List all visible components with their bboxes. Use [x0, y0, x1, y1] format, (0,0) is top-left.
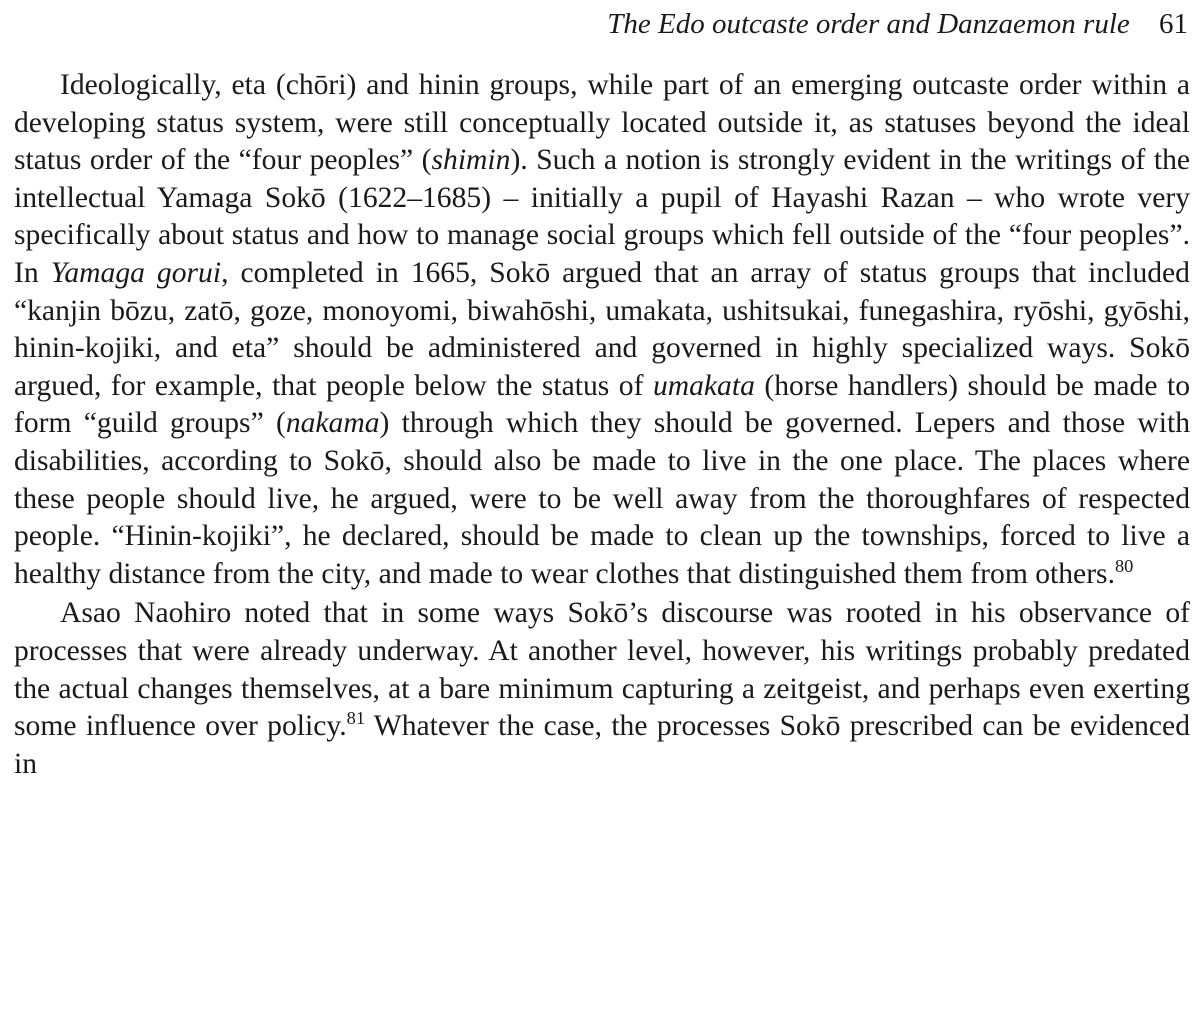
term-umakata: umakata [652, 369, 755, 402]
page-number: 61 [1159, 8, 1188, 40]
paragraph-1-text-5: ) through which they should be governed. Lepers and those with disabilities, according to Sokō, should also be made to live in the one place. The places where these people should live, he argued, were to be well away from the thoroughfares of respected people. “Hinin-kojiki”, he declared, should be made to clean up the townships, forced to live a healthy distance from the city, and made to wear clothes that distinguished them from others. [14, 407, 1190, 590]
footnote-ref-81[interactable]: 81 [346, 708, 365, 729]
term-shimin: shimin [431, 144, 511, 177]
running-head [0, 4, 1188, 44]
term-nakama: nakama [285, 407, 380, 440]
paragraph-1-text-2: ). Such a notion is strongly evident in the writings of the intellectual Yamaga Sokō (1622–1685) – initially a pupil of Hayashi Razan – who wrote very specifically about status and how to manage social groups which fell outside of the “four peoples”. In [14, 144, 1190, 289]
paragraph-2 [14, 595, 1190, 783]
paragraph-1-text-3: , completed in 1665, Sokō argued that an array of status groups that included “kanjin bōzu, zatō, goze, monoyomi, biwahōshi, umakata, ushitsukai, funegashira, ryōshi, gyōshi, hinin-kojiki, and eta” should be administered and governed in highly specialized ways. Sokō argued, for example, that people below the status of [14, 256, 1190, 402]
paragraph-2-text-1: Asao Naohiro noted that in some ways Sokō’s discourse was rooted in his observance of processes that were already underway. At another level, however, his writings probably predated the actual changes themselves, at a bare minimum capturing a zeitgeist, and perhaps even exerting some influence over policy. [14, 597, 1190, 743]
paragraph-1-text-1: Ideologically, eta (chōri) and hinin groups, while part of an emerging outcaste order within a developing status system, were still conceptually located outside it, as statuses beyond the ideal status order of the “four peoples” ( [14, 69, 1190, 177]
body-text [14, 67, 1190, 783]
paragraph-1 [14, 67, 1190, 593]
footnote-ref-80[interactable]: 80 [1114, 555, 1134, 576]
running-title: The Edo outcaste order and Danzaemon rule [607, 8, 1130, 40]
paragraph-2-text-2: Whatever the case, the processes Sokō prescribed can be evidenced in [14, 710, 1190, 780]
paragraph-1-text-4: (horse handlers) should be made to form “guild groups” ( [14, 369, 1190, 440]
title-yamaga-gorui: Yamaga gorui [50, 256, 222, 289]
